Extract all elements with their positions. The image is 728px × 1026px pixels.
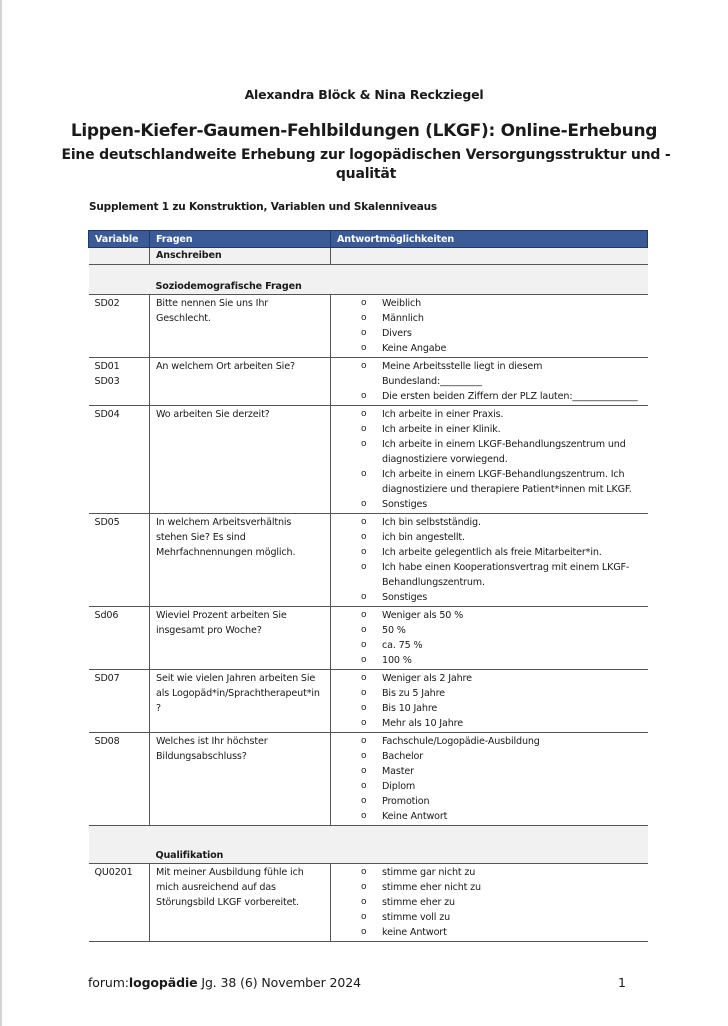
answer-option [337,590,642,605]
circle-bullet-icon: o [361,625,367,635]
option-label: Fachschule/Logopädie-Ausbildung [382,736,540,747]
variable-code: SD04 [89,406,150,514]
variable-code: SD07 [89,670,150,733]
option-label: Sonstiges [382,592,428,603]
question-text: In welchem Arbeitsverhältnis stehen Sie? Es sind Mehrfachnennungen möglich. [150,514,331,607]
option-label: stimme gar nicht zu [382,867,476,878]
answer-option [337,608,642,623]
circle-bullet-icon: o [361,313,367,323]
section-row-anschreiben [89,248,648,265]
table-row [89,295,648,358]
circle-bullet-icon: o [361,751,367,761]
answer-option [337,734,642,749]
variable-code: QU0201 [89,864,150,942]
circle-bullet-icon: o [361,927,367,937]
table-row [89,670,648,733]
circle-bullet-icon: o [361,592,367,602]
option-list [337,407,642,512]
option-label: Männlich [382,313,424,324]
option-label: Promotion [382,796,430,807]
answer-options [331,358,648,406]
option-list [337,608,642,668]
option-label: Ich bin selbstständig. [382,517,481,528]
table-row [89,358,648,406]
option-label: Ich arbeite in einem LKGF-Behandlungszentrum. Ich diagnostiziere und therapiere Patient*innen mit LKGF. [382,469,632,495]
header-antworten: Antwortmöglichkeiten [331,231,648,248]
option-label: Meine Arbeitsstelle liegt in diesem Bundesland:_________ [382,361,543,387]
table-header-row [89,231,648,248]
question-text: An welchem Ort arbeiten Sie? [150,358,331,406]
circle-bullet-icon: o [361,703,367,713]
option-label: Bis zu 5 Jahre [382,688,445,699]
option-label: Ich arbeite in einer Praxis. [382,409,504,420]
table-row [89,733,648,826]
answer-option [337,809,642,824]
option-list [337,734,642,824]
page-edge [0,0,2,1026]
circle-bullet-icon: o [361,439,367,449]
answer-option [337,910,642,925]
circle-bullet-icon: o [361,361,367,371]
answer-option [337,794,642,809]
circle-bullet-icon: o [361,409,367,419]
question-text: Bitte nennen Sie uns Ihr Geschlecht. [150,295,331,358]
answer-option [337,422,642,437]
answer-options [331,295,648,358]
option-label: Weniger als 2 Jahre [382,673,472,684]
answer-options [331,670,648,733]
circle-bullet-icon: o [361,532,367,542]
footer-journal: logopädie [128,975,198,990]
option-label: stimme eher nicht zu [382,882,481,893]
page-number: 1 [618,975,626,990]
answer-option [337,296,642,311]
option-label: keine Antwort [382,927,447,938]
circle-bullet-icon: o [361,718,367,728]
answer-options [331,864,648,942]
answer-option [337,653,642,668]
answer-option [337,764,642,779]
circle-bullet-icon: o [361,343,367,353]
table-row [89,514,648,607]
circle-bullet-icon: o [361,867,367,877]
answer-option [337,530,642,545]
variable-code: SD02 [89,295,150,358]
option-label: Diplom [382,781,416,792]
option-label: Ich arbeite in einer Klinik. [382,424,501,435]
option-label: ich bin angestellt. [382,532,465,543]
document-title: Lippen-Kiefer-Gaumen-Fehlbildungen (LKGF): Online-Erhebung [70,121,658,141]
answer-option [337,701,642,716]
answer-option [337,545,642,560]
circle-bullet-icon: o [361,766,367,776]
circle-bullet-icon: o [361,328,367,338]
option-label: stimme eher zu [382,897,455,908]
circle-bullet-icon: o [361,736,367,746]
document-subtitle: Eine deutschlandweite Erhebung zur logopädischen Versorgungsstruktur und -qualität [61,147,671,182]
option-label: Die ersten beiden Ziffern der PLZ lauten:______________ [382,391,638,402]
answer-option [337,895,642,910]
answer-option [337,311,642,326]
answer-options [331,607,648,670]
question-text: Wieviel Prozent arbeiten Sie insgesamt pro Woche? [150,607,331,670]
option-list [337,865,642,940]
circle-bullet-icon: o [361,610,367,620]
section-label-anschreiben: Anschreiben [150,248,331,265]
circle-bullet-icon: o [361,912,367,922]
option-list [337,296,642,356]
answer-options [331,514,648,607]
circle-bullet-icon: o [361,640,367,650]
option-label: Mehr als 10 Jahre [382,718,463,729]
circle-bullet-icon: o [361,688,367,698]
option-label: ca. 75 % [382,640,423,651]
answer-option [337,326,642,341]
section-row-sozio [89,279,648,295]
option-label: Master [382,766,414,777]
option-label: 100 % [382,655,412,666]
answer-option [337,925,642,940]
option-label: Keine Antwort [382,811,448,822]
footer-prefix: forum: [88,975,129,990]
question-text: Welches ist Ihr höchster Bildungsabschluss? [150,733,331,826]
question-text: Wo arbeiten Sie derzeit? [150,406,331,514]
header-fragen: Fragen [150,231,331,248]
answer-option [337,389,642,404]
circle-bullet-icon: o [361,562,367,572]
answer-option [337,686,642,701]
option-label: Ich habe einen Kooperationsvertrag mit einem LKGF-Behandlungszentrum. [382,562,630,588]
answer-option [337,779,642,794]
option-label: Weiblich [382,298,422,309]
supplement-heading: Supplement 1 zu Konstruktion, Variablen und Skalenniveaus [89,201,437,213]
variable-code: SD08 [89,733,150,826]
answer-option [337,638,642,653]
answer-option [337,716,642,731]
survey-table [88,230,648,942]
answer-option [337,560,642,590]
option-list [337,671,642,731]
circle-bullet-icon: o [361,655,367,665]
section-row-quali [89,848,648,864]
table-row [89,864,648,942]
option-label: Sonstiges [382,499,428,510]
answer-option [337,407,642,422]
table-row [89,406,648,514]
answer-option [337,359,642,389]
circle-bullet-icon: o [361,796,367,806]
option-label: Bis 10 Jahre [382,703,438,714]
header-variable: Variable [89,231,150,248]
circle-bullet-icon: o [361,673,367,683]
circle-bullet-icon: o [361,424,367,434]
section-spacer [89,826,648,849]
answer-option [337,515,642,530]
question-text: Seit wie vielen Jahren arbeiten Sie als Logopäd*in/Sprachtherapeut*in ? [150,670,331,733]
option-label: Keine Angabe [382,343,447,354]
answer-option [337,467,642,497]
option-label: Weniger als 50 % [382,610,464,621]
circle-bullet-icon: o [361,469,367,479]
option-label: 50 % [382,625,406,636]
option-label: Ich arbeite in einem LKGF-Behandlungszentrum und diagnostiziere vorwiegend. [382,439,626,465]
answer-option [337,865,642,880]
variable-code: Sd06 [89,607,150,670]
answer-option [337,880,642,895]
answer-option [337,623,642,638]
circle-bullet-icon: o [361,781,367,791]
section-label-quali: Qualifikation [150,848,648,864]
circle-bullet-icon: o [361,298,367,308]
circle-bullet-icon: o [361,897,367,907]
answer-options [331,406,648,514]
option-list [337,359,642,404]
section-spacer [89,265,648,280]
option-label: Ich arbeite gelegentlich als freie Mitarbeiter*in. [382,547,602,558]
variable-code: SD01 SD03 [89,358,150,406]
authors: Alexandra Blöck & Nina Reckziegel [244,87,484,102]
answer-option [337,749,642,764]
footer-issue: Jg. 38 (6) November 2024 [197,975,361,990]
table-row [89,607,648,670]
answer-option [337,341,642,356]
section-label-sozio: Soziodemografische Fragen [150,279,648,295]
option-label: Divers [382,328,412,339]
option-list [337,515,642,605]
question-text: Mit meiner Ausbildung fühle ich mich ausreichend auf das Störungsbild LKGF vorbereitet. [150,864,331,942]
circle-bullet-icon: o [361,547,367,557]
answer-options [331,733,648,826]
circle-bullet-icon: o [361,391,367,401]
answer-option [337,437,642,467]
circle-bullet-icon: o [361,499,367,509]
answer-option [337,671,642,686]
option-label: stimme voll zu [382,912,451,923]
variable-code: SD05 [89,514,150,607]
circle-bullet-icon: o [361,517,367,527]
circle-bullet-icon: o [361,811,367,821]
answer-option [337,497,642,512]
circle-bullet-icon: o [361,882,367,892]
footer-citation [88,975,361,990]
option-label: Bachelor [382,751,423,762]
